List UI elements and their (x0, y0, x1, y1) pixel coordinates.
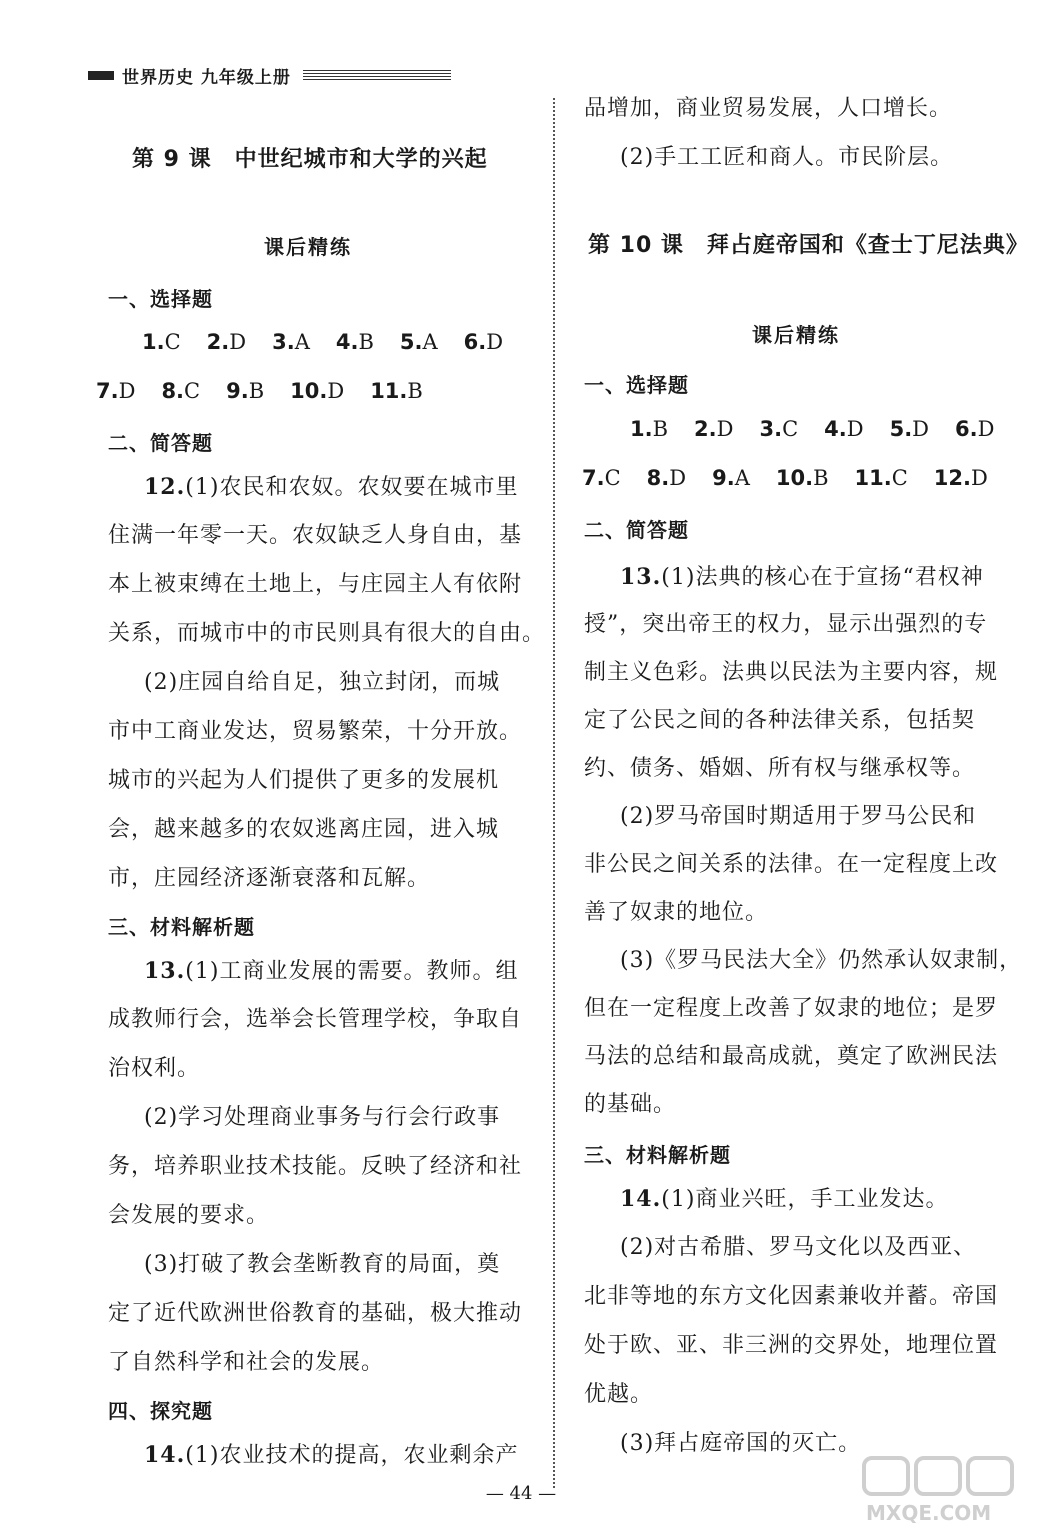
q13-line-3: 治权利。 (108, 1056, 201, 1081)
section-choice: 一、选择题 (108, 287, 213, 311)
q13-line-10: 但在一定程度上改善了奴隶的地位；是罗 (584, 996, 999, 1021)
q13-number: 13. (620, 564, 662, 590)
q12-line-5: (2)庄园自给自足，独立封闭，而城 (144, 670, 501, 695)
lesson-9-title: 第 9 课 中世纪城市和大学的兴起 (132, 147, 488, 172)
mc-answer: 6.D (463, 330, 504, 354)
q14-number: 14. (620, 1186, 662, 1212)
section-short-answer: 二、简答题 (108, 431, 213, 455)
section-short-answer: 二、简答题 (584, 518, 689, 542)
mc-answer: 5.A (399, 330, 438, 354)
q13-line-2: 成教师行会，选举会长管理学校，争取自 (108, 1007, 523, 1032)
mc-answer: 3.A (272, 330, 310, 354)
mc-answer: 2.D (694, 417, 734, 441)
q12-line-1: 12.(1)农民和农奴。农奴要在城市里 (144, 474, 519, 500)
q12-line-7: 城市的兴起为人们提供了更多的发展机 (108, 768, 500, 793)
mc-answer: 10.B (775, 466, 829, 490)
q13-number: 13. (144, 958, 186, 984)
q13-line-5: 约、债务、婚姻、所有权与继承权等。 (584, 756, 976, 781)
q13-line-9: 了自然科学和社会的发展。 (108, 1350, 385, 1375)
q14-number: 14. (144, 1442, 186, 1468)
mc-answer: 7.C (582, 466, 621, 490)
q13-line-5: 务，培养职业技术技能。反映了经济和社 (108, 1154, 523, 1179)
section-inquiry: 四、探究题 (108, 1399, 213, 1423)
q12-line-6: 市中工商业发达，贸易繁荣，十分开放。 (108, 719, 523, 744)
section-material-analysis: 三、材料解析题 (108, 915, 255, 939)
section-material-analysis: 三、材料解析题 (584, 1143, 731, 1167)
q13-line-6: 会发展的要求。 (108, 1203, 270, 1228)
mc-answers-row-1 (630, 414, 1020, 444)
q13-line-2: 授”，突出帝王的权力，显示出强烈的专 (584, 612, 988, 637)
q12-line-8: 会，越来越多的农奴逃离庄园，进入城 (108, 817, 500, 842)
mc-answers-row-2 (96, 376, 449, 406)
q14-line-6: (3)拜占庭帝国的灭亡。 (620, 1431, 862, 1456)
q13-line-1: 13.(1)工商业发展的需要。教师。组 (144, 958, 519, 984)
svg-text:MXQE.COM: MXQE.COM (866, 1501, 992, 1525)
header-bar-ornament (88, 71, 114, 80)
mc-answer: 10.D (290, 379, 345, 403)
q13-line-7: (3)打破了教会垄断教育的局面，奠 (144, 1252, 501, 1277)
page-number: — 44 — (485, 1483, 557, 1504)
column-divider (553, 98, 555, 1488)
mc-answer: 4.B (335, 330, 374, 354)
q14-line-4: 处于欧、亚、非三洲的交界处，地理位置 (584, 1333, 999, 1358)
q13-line-1: 13.(1)法典的核心在于宣扬“君权神 (620, 564, 984, 590)
q14-continued-line-1: 品增加，商业贸易发展，人口增长。 (584, 96, 953, 121)
watermark-logo-icon (862, 1456, 1022, 1526)
q14-line-3: 北非等地的东方文化因素兼收并蓄。帝国 (584, 1284, 999, 1309)
mc-answer: 2.D (206, 330, 247, 354)
mc-answers-row-2 (582, 463, 1014, 493)
q13-line-7: 非公民之间关系的法律。在一定程度上改 (584, 852, 999, 877)
mc-answer: 5.D (889, 417, 930, 441)
q13-line-11: 马法的总结和最高成就，奠定了欧洲民法 (584, 1044, 999, 1069)
book-title: 世界历史 九年级上册 (122, 67, 291, 88)
q12-number: 12. (144, 474, 186, 500)
mc-answer: 9.B (226, 379, 265, 403)
mc-answer: 11.C (854, 466, 908, 490)
q13-line-9: (3)《罗马民法大全》仍然承认奴隶制， (620, 948, 1023, 973)
q13-line-4: 定了公民之间的各种法律关系，包括契 (584, 708, 976, 733)
mc-answer: 1.C (142, 330, 181, 354)
mc-answer: 1.B (630, 417, 669, 441)
q14-line-5: 优越。 (584, 1382, 654, 1407)
watermark-logo (862, 1456, 1022, 1530)
q13-line-6: (2)罗马帝国时期适用于罗马公民和 (620, 804, 977, 829)
lesson-10-subtitle: 课后精练 (752, 323, 840, 347)
mc-answer: 3.C (759, 417, 799, 441)
mc-answer: 11.B (370, 379, 423, 403)
q13-line-8: 善了奴隶的地位。 (584, 900, 769, 925)
q13-line-12: 的基础。 (584, 1092, 677, 1117)
q13-line-3: 制主义色彩。法典以民法为主要内容，规 (584, 660, 999, 685)
lesson-10-title: 第 10 课 拜占庭帝国和《查士丁尼法典》 (588, 233, 1029, 258)
q14-continued-line-2: (2)手工工匠和商人。市民阶层。 (620, 145, 954, 170)
q14-line-1: 14.(1)农业技术的提高，农业剩余产 (144, 1442, 519, 1468)
mc-answer: 4.D (824, 417, 864, 441)
section-choice: 一、选择题 (584, 373, 689, 397)
q12-line-4: 关系，而城市中的市民则具有很大的自由。 (108, 621, 546, 646)
mc-answer: 8.D (646, 466, 687, 490)
mc-answer: 8.C (161, 379, 201, 403)
q14-line-2: (2)对古希腊、罗马文化以及西亚、 (620, 1235, 977, 1260)
header-lines-ornament (303, 70, 451, 81)
running-header (88, 62, 451, 88)
q13-line-4: (2)学习处理商业事务与行会行政事 (144, 1105, 501, 1130)
q14-line-1: 14.(1)商业兴旺，手工业发达。 (620, 1186, 949, 1212)
lesson-9-subtitle: 课后精练 (264, 235, 352, 259)
q12-line-2: 住满一年零一天。农奴缺乏人身自由，基 (108, 523, 523, 548)
q13-line-8: 定了近代欧洲世俗教育的基础，极大推动 (108, 1301, 523, 1326)
q12-line-9: 市，庄园经济逐渐衰落和瓦解。 (108, 866, 431, 891)
mc-answer: 7.D (96, 379, 136, 403)
mc-answers-row-1 (142, 327, 529, 357)
mc-answer: 9.A (712, 466, 750, 490)
mc-answer: 12.D (933, 466, 988, 490)
q12-line-3: 本上被束缚在土地上，与庄园主人有依附 (108, 572, 523, 597)
mc-answer: 6.D (955, 417, 995, 441)
